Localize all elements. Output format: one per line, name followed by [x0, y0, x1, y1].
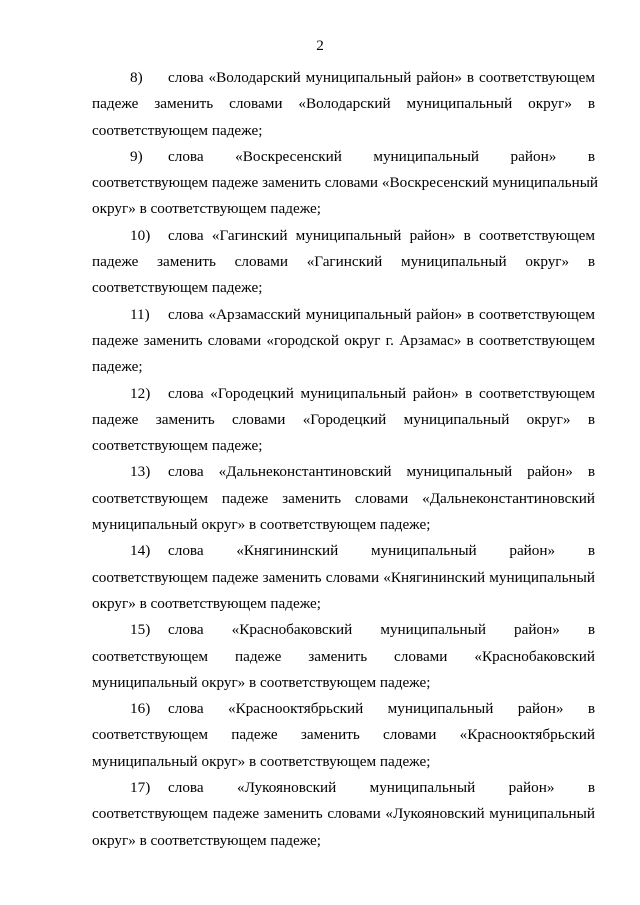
list-item: [92, 381, 595, 460]
item-line: падеже заменить словами «Городецкий муниципальный округ» в: [92, 410, 595, 428]
item-line: соответствующем падеже заменить словами «Лукояновский муниципальный: [92, 805, 595, 823]
item-text: слова «Лукояновский муниципальный район» в: [168, 779, 595, 797]
page-number: 2: [316, 37, 324, 54]
item-line: [92, 381, 595, 407]
item-line: [92, 459, 595, 485]
item-text: слова «Краснооктябрьский муниципальный район» в: [168, 700, 595, 718]
item-line: падеже заменить словами «Гагинский муниципальный округ» в: [92, 253, 595, 271]
item-number: 15): [130, 621, 151, 639]
list-item: [92, 302, 595, 381]
item-line: падеже заменить словами «городской округ г. Арзамас» в соответствующем: [92, 331, 595, 349]
list-item: [92, 459, 595, 538]
item-line: соответствующем падеже;: [92, 121, 263, 139]
list-item: [92, 144, 599, 223]
list-item: [92, 775, 595, 854]
item-line: муниципальный округ» в соответствующем падеже;: [92, 673, 431, 691]
list-item: [92, 696, 595, 775]
item-line: округ» в соответствующем падеже;: [92, 594, 321, 612]
list-item: [92, 617, 595, 696]
item-number: 9): [130, 147, 143, 165]
list-item: [92, 223, 595, 302]
item-line: [92, 775, 595, 801]
item-line: падеже заменить словами «Володарский муниципальный округ» в: [92, 95, 595, 113]
item-number: 8): [130, 69, 143, 86]
item-text: слова «Володарский муниципальный район» в соответствующем: [168, 69, 595, 86]
item-number: 10): [130, 226, 151, 244]
item-line: соответствующем падеже;: [92, 279, 263, 297]
item-line: соответствующем падеже заменить словами «Краснооктябрьский: [92, 726, 595, 744]
item-line: [92, 538, 595, 564]
item-line: округ» в соответствующем падеже;: [92, 200, 321, 218]
document-body: [92, 65, 599, 854]
item-line: падеже;: [92, 358, 143, 376]
item-line: округ» в соответствующем падеже;: [92, 831, 321, 849]
item-line: муниципальный округ» в соответствующем падеже;: [92, 752, 431, 770]
item-line: [92, 617, 595, 643]
item-line: [92, 302, 595, 328]
item-text: слова «Воскресенский муниципальный район» в: [168, 147, 595, 165]
item-number: 11): [130, 305, 150, 323]
list-item: [92, 65, 595, 144]
item-line: соответствующем падеже заменить словами «Краснобаковский: [92, 647, 595, 665]
item-text: слова «Городецкий муниципальный район» в соответствующем: [168, 384, 595, 402]
item-text: слова «Арзамасский муниципальный район» в соответствующем: [168, 305, 595, 323]
list-item: [92, 538, 595, 617]
item-text: слова «Гагинский муниципальный район» в соответствующем: [168, 226, 595, 244]
item-line: соответствующем падеже заменить словами «Дальнеконстантиновский: [92, 489, 595, 507]
item-line: соответствующем падеже заменить словами «Княгининский муниципальный: [92, 568, 595, 586]
item-text: слова «Дальнеконстантиновский муниципальный район» в: [168, 463, 595, 481]
item-number: 16): [130, 700, 151, 718]
item-number: 13): [130, 463, 151, 481]
item-line: [92, 223, 595, 249]
item-line: [92, 144, 595, 170]
item-line: соответствующем падеже заменить словами «Воскресенский муниципальный: [92, 174, 599, 192]
item-number: 14): [130, 542, 151, 560]
item-line: соответствующем падеже;: [92, 437, 263, 455]
item-text: слова «Краснобаковский муниципальный район» в: [168, 621, 595, 639]
item-line: муниципальный округ» в соответствующем падеже;: [92, 516, 431, 534]
item-text: слова «Княгининский муниципальный район» в: [168, 542, 595, 560]
item-line: [92, 65, 595, 91]
item-line: [92, 696, 595, 722]
item-number: 12): [130, 384, 151, 402]
item-number: 17): [130, 779, 151, 797]
